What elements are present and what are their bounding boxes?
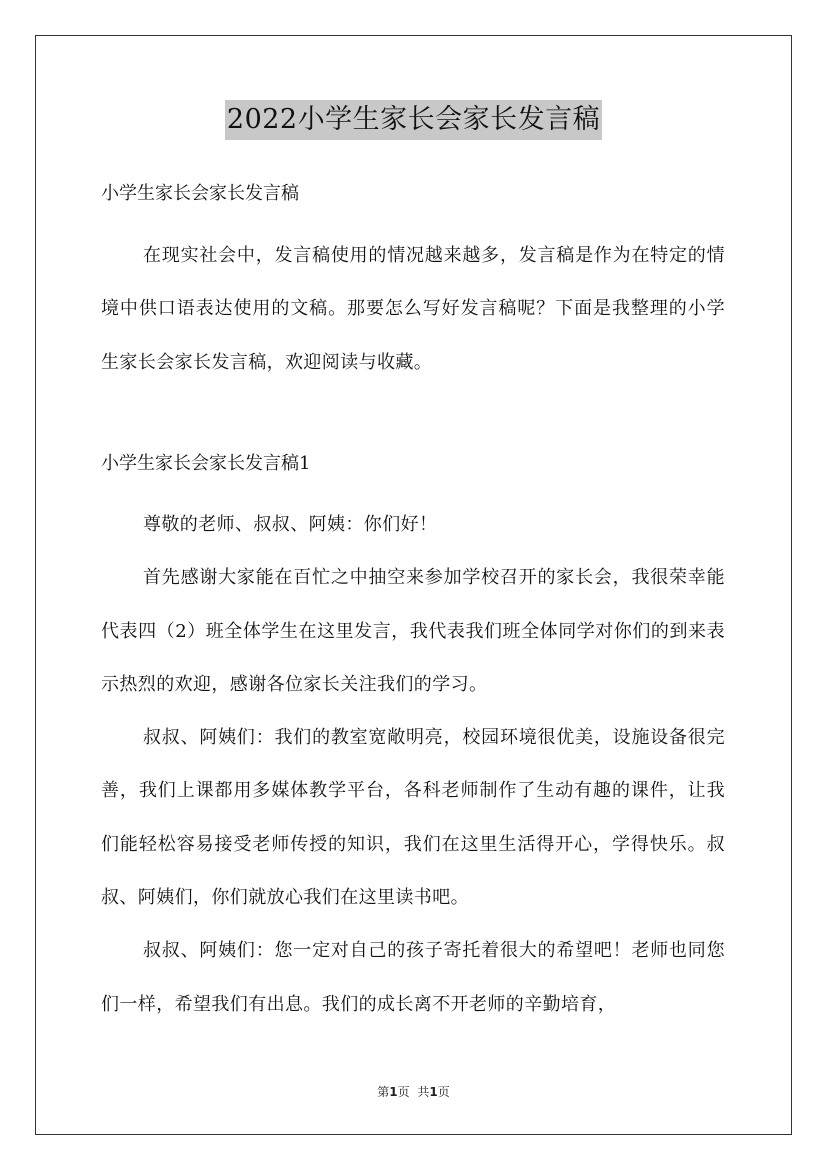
page-total: 1	[429, 1085, 438, 1099]
document-body	[101, 172, 725, 1015]
section-heading: 小学生家长会家长发言稿1	[101, 453, 311, 474]
document-subtitle: 小学生家长会家长发言稿	[101, 183, 299, 204]
intro-paragraph: 在现实社会中，发言稿使用的情况越来越多，发言稿是作为在特定的情境中供口语表达使用的文稿。那要怎么写好发言稿呢？下面是我整理的小学生家长会家长发言稿，欢迎阅读与收藏。	[101, 245, 725, 373]
page-footer	[0, 1083, 827, 1100]
document-title: 2022小学生家长会家长发言稿	[225, 100, 602, 140]
total-suffix: 页	[437, 1085, 450, 1099]
body-paragraph: 叔叔、阿姨们：您一定对自己的孩子寄托着很大的希望吧！老师也同您们一样，希望我们有出息。我们的成长离不开老师的辛勤培育，	[101, 940, 725, 1015]
body-paragraph: 叔叔、阿姨们：我们的教室宽敞明亮，校园环境很优美，设施设备很完善，我们上课都用多媒体教学平台，各科老师制作了生动有趣的课件，让我们能轻松容易接受老师传授的知识，我们在这里生活得开心，学得快乐。叔叔、阿姨们，你们就放心我们在这里读书吧。	[101, 727, 725, 909]
section-body	[101, 498, 725, 1031]
page-number: 1	[389, 1085, 398, 1099]
total-prefix: 共	[417, 1085, 430, 1099]
greeting-paragraph: 尊敬的老师、叔叔、阿姨：你们好！	[143, 514, 438, 535]
body-paragraph: 首先感谢大家能在百忙之中抽空来参加学校召开的家长会，我很荣幸能代表四（2）班全体学生在这里发言，我代表我们班全体同学对你们的到来表示热烈的欢迎，感谢各位家长关注我们的学习。	[101, 567, 725, 695]
title-container	[0, 100, 827, 140]
page-prefix: 第	[377, 1085, 390, 1099]
page-suffix: 页	[397, 1085, 410, 1099]
